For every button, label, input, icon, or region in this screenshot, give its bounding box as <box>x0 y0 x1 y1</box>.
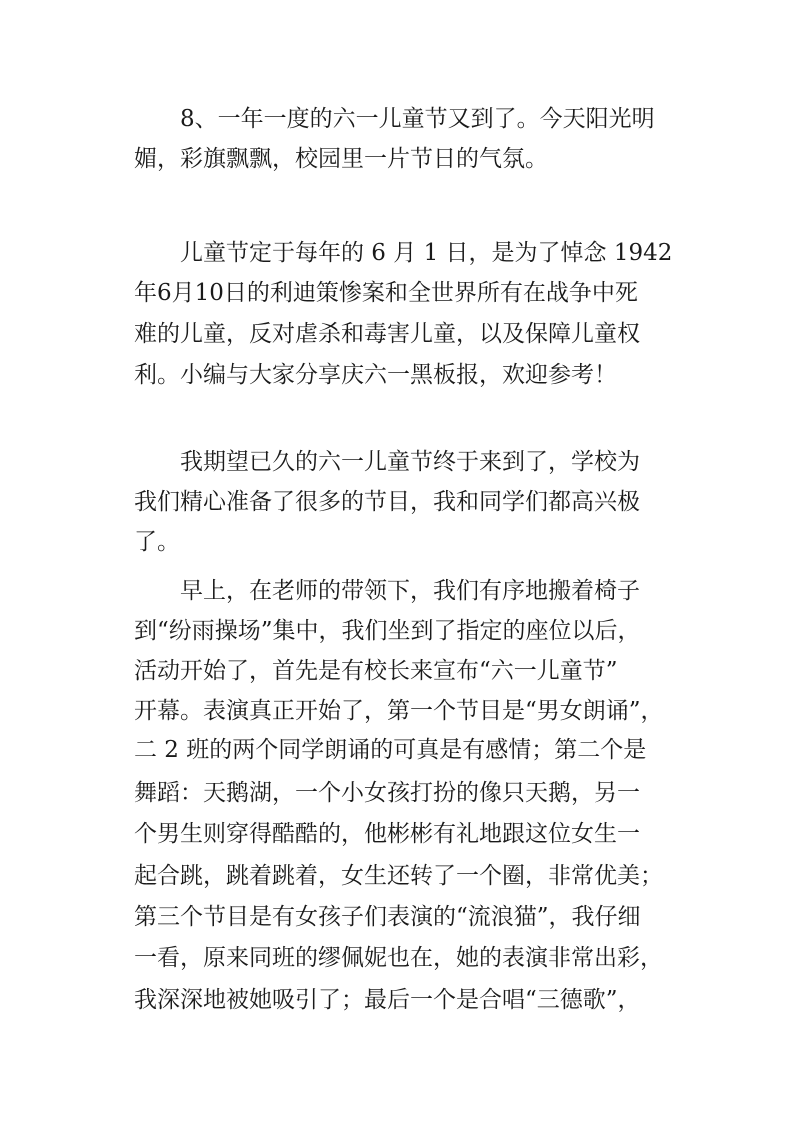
paragraph-1-line-1: 8、一年一度的六一儿童节又到了。今天阳光明 <box>134 106 655 132</box>
paragraph-1-line-2: 媚，彩旗飘飘，校园里一片节日的气氛。 <box>134 146 548 172</box>
paragraph-3-line-3: 了。 <box>134 529 180 555</box>
paragraph-4-line-11: 我深深地被她吸引了；最后一个是合唱“三德歌”， <box>134 987 641 1013</box>
paragraph-2-line-2: 年6月10日的利迪策惨案和全世界所有在战争中死 <box>134 280 638 306</box>
paragraph-4-line-1: 早上，在老师的带领下，我们有序地搬着椅子 <box>134 578 640 604</box>
paragraph-4-line-7: 个男生则穿得酷酷的，他彬彬有礼地跟这位女生一 <box>134 821 640 847</box>
paragraph-2-line-3: 难的儿童，反对虐杀和毒害儿童，以及保障儿童权 <box>134 321 640 347</box>
paragraph-4-line-8: 起合跳，跳着跳着，女生还转了一个圈，非常优美； <box>134 863 663 889</box>
paragraph-2-line-1: 儿童节定于每年的 6 月 1 日，是为了悼念 1942 <box>134 240 673 266</box>
paragraph-4-line-10: 一看，原来同班的缪佩妮也在，她的表演非常出彩， <box>134 945 663 971</box>
paragraph-4-line-2: 到“纷雨操场”集中，我们坐到了指定的座位以后， <box>134 618 641 644</box>
paragraph-4-line-3: 活动开始了，首先是有校长来宣布“六一儿童节” <box>134 658 618 684</box>
paragraph-4-line-4: 开幕。表演真正开始了，第一个节目是“男女朗诵”， <box>134 698 664 724</box>
paragraph-3-line-1: 我期望已久的六一儿童节终于来到了，学校为 <box>134 449 640 475</box>
paragraph-2-line-4: 利。小编与大家分享庆六一黑板报，欢迎参考！ <box>134 362 617 388</box>
paragraph-4-line-9: 第三个节目是有女孩子们表演的“流浪猫”，我仔细 <box>134 904 641 930</box>
paragraph-3-line-2: 我们精心准备了很多的节目，我和同学们都高兴极 <box>134 489 640 515</box>
paragraph-4-line-5: 二 2 班的两个同学朗诵的可真是有感情；第二个是 <box>134 737 647 763</box>
paragraph-4-line-6: 舞蹈：天鹅湖，一个小女孩打扮的像只天鹅，另一 <box>134 780 640 806</box>
